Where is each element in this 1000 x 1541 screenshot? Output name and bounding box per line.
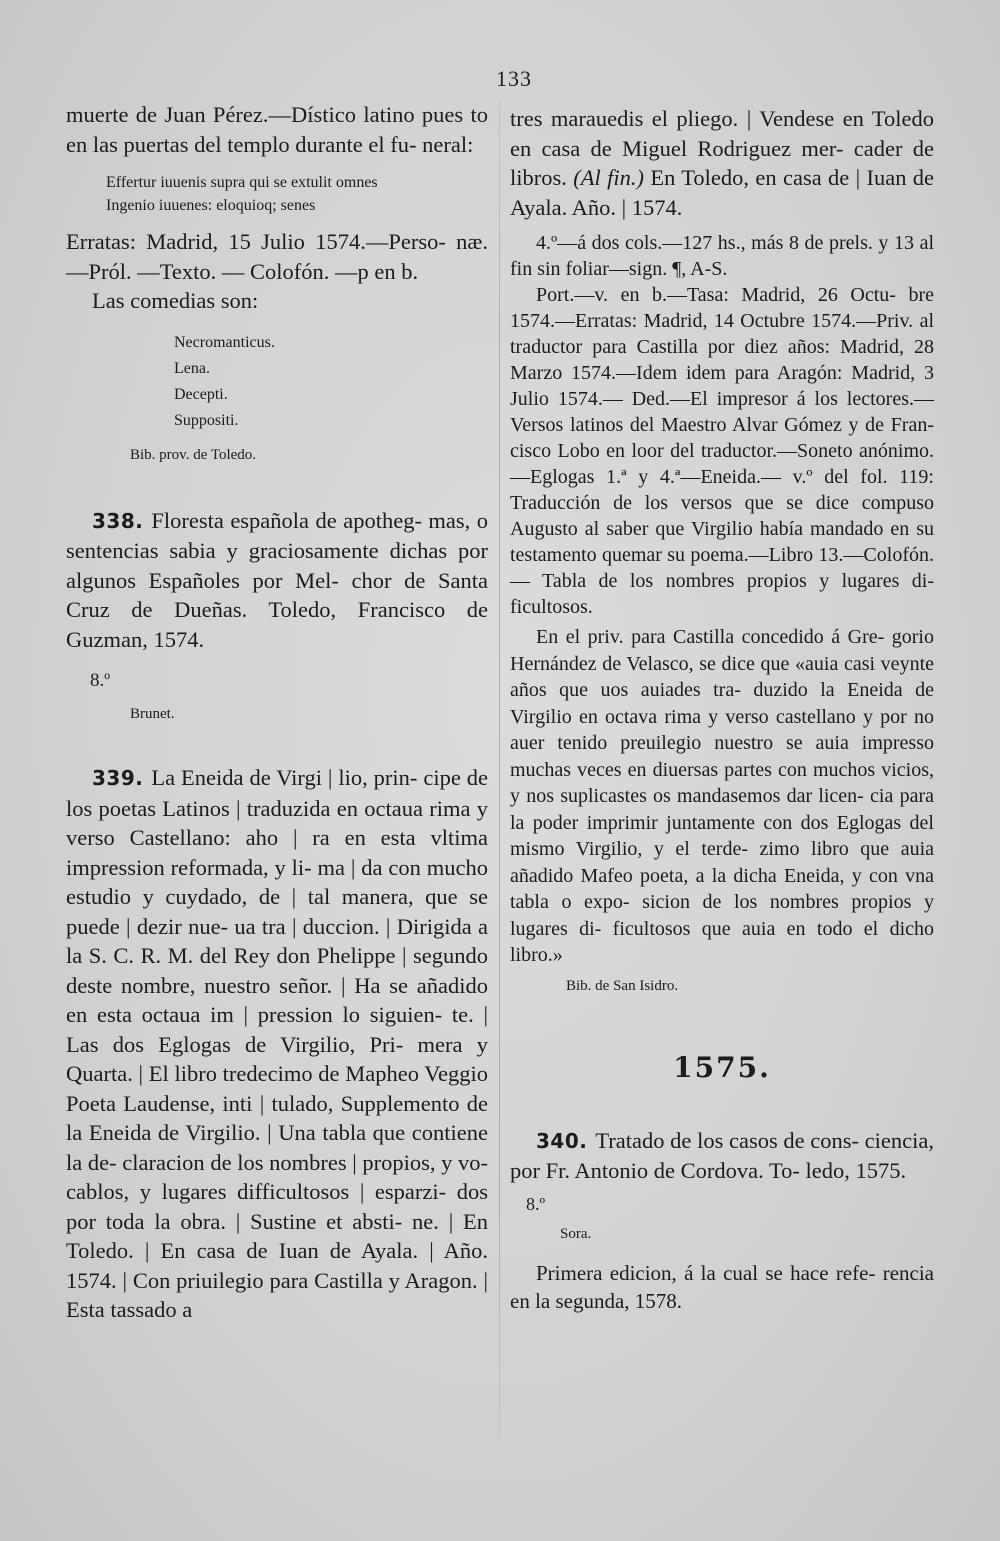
comedias-label: Las comedias son: [92, 288, 259, 313]
erratas-paragraph: Erratas: Madrid, 15 Julio 1574.—Perso- næ. —Pról. —Texto. — Colofón. —p en b. [66, 229, 488, 284]
page-number: 133 [496, 66, 532, 91]
column-divider [499, 100, 500, 1440]
left-column [66, 100, 488, 1325]
entry-number: 339. [92, 766, 144, 790]
latin-distich [66, 171, 488, 217]
year-heading: 1575. [673, 1050, 771, 1084]
right-column [510, 104, 934, 1315]
entry-number: 340. [536, 1128, 588, 1153]
intro-paragraph: muerte de Juan Pérez.—Dístico latino pues to en las puertas del templo durante el fu- neral: [66, 102, 488, 157]
entry-338 [66, 506, 488, 655]
source-citation: Bib. prov. de Toledo. [130, 446, 257, 463]
entry-number: 338. [92, 508, 144, 533]
entry-text: Tratado de los casos de cons- ciencia, por Fr. Antonio de Cordova. To- ledo, 1575. [510, 1127, 934, 1183]
entry-text: Floresta española de apotheg- mas, o sentencias sabia y graciosamente dichas por algunos Españoles por Mel- chor de Santa Cruz de Dueñas. Toledo, Francisco de Guzman, 1574. [66, 507, 488, 652]
verse-line-2: Ingenio iuuenes: eloquioq; senes [106, 197, 316, 214]
comedia-item: Suppositi. [174, 411, 239, 429]
entry-339 [66, 763, 488, 1325]
source-citation: Sora. [560, 1225, 592, 1242]
entry-format: 8.º [90, 670, 111, 691]
contents-description: Port.—v. en b.—Tasa: Madrid, 26 Octu- bre 1574.—Erratas: Madrid, 14 Octubre 1574.—Priv. al traductor para Castilla por diez años: Madrid, 28 Marzo 1574.—Idem idem para Aragón: Madrid, 3 Julio 1574.— Ded.—El impresor á los lectores.—Versos latinos del Maestro Alvar Gómez y de Fran- cisco Lobo en loor del traductor.—Soneto anónimo.—Eglogas 1.ª y 4.ª—Eneida.— v.º del fol. 119: Traducción de los versos que se dice compuso Augusto al saber que Virgilio había mandado en su testamento quemar su poema.—Libro 13.—Colofón.— Tabla de los nombres propios y lugares di- ficultosos. [510, 284, 934, 618]
privilege-paragraph: En el priv. para Castilla concedido á Gre- gorio Hernández de Velasco, se dice que «auia casi veynte años que uos auiades tra- duzido la Eneida de Virgilio en octava rima y verso castellano y por no auer tenido preuilegio nuestro se auia impresso muchas veces en diuersas partes con muchos vicios, y nos suplicastes os mandasemos dar licen- cia para la poder imprimir juntamente con dos Eglogas del mismo Virgilio, y el terde- zimo libro que auia añadido Mafeo poeta, a la dicha Eneida, y con vna tabla o expo- sicion de los nombres propios y lugares di- ficultosos que auia en todo el dicho libro.» [510, 626, 934, 966]
entry-note: Primera edicion, á la cual se hace refe- rencia en la segunda, 1578. [510, 1260, 934, 1313]
comedias-list [66, 330, 488, 434]
comedia-item: Lena. [174, 359, 210, 377]
source-citation: Bib. de San Isidro. [566, 977, 679, 994]
entry-format: 8.º [526, 1193, 546, 1214]
comedia-item: Decepti. [174, 385, 228, 403]
italic-note: (Al fin.) [573, 165, 644, 190]
verse-line-1: Effertur iuuenis supra qui se extulit omnes [106, 174, 378, 191]
entry-text: La Eneida de Virgi | lio, prin- cipe de los poetas Latinos | traduzida en octaua rima y verso Castellano: aho | ra en esta vltima impression reformada, y li- ma | da con mucho estudio y cuydado, de | tal manera, que se puede | dezir nue- ua tra | duccion. | Dirigida a la S. C. R. M. del Rey don Phelippe | segundo deste nombre, nuestro señor. | Ha se añadido en esta octaua im | pression lo siguien- te. | Las dos Eglogas de Virgilio, Pri- mera y Quarta. | El libro tredecimo de Mapheo Veggio Poeta Laudense, inti | tulado, Supplemento de la Eneida de Virgilio. | Una tabla que contiene la de- claracion de los nombres | propios, y vo- cablos, y lugares difficultosos | esparzi- dos por toda la obra. | Sustine et absti- ne. | En Toledo. | En casa de Iuan de Ayala. | Año. 1574. | Con priuilegio para Castilla y Aragon. | Esta tassado a [66, 765, 488, 1322]
entry-339-continued: tres marauedis el pliego. | Vendese en Toledo en casa de Miguel Rodriguez mer- cader de libros. (Al fin.) En Toledo, en casa de | Iuan de Ayala. Año. | 1574. [510, 106, 935, 220]
source-citation: Brunet. [130, 706, 175, 722]
entry-340 [510, 1126, 934, 1186]
comedia-item: Necromanticus. [174, 333, 275, 351]
collation: 4.º—á dos cols.—127 hs., más 8 de prels. y 13 al fin sin foliar—sign. ¶, A-S. [510, 232, 934, 280]
